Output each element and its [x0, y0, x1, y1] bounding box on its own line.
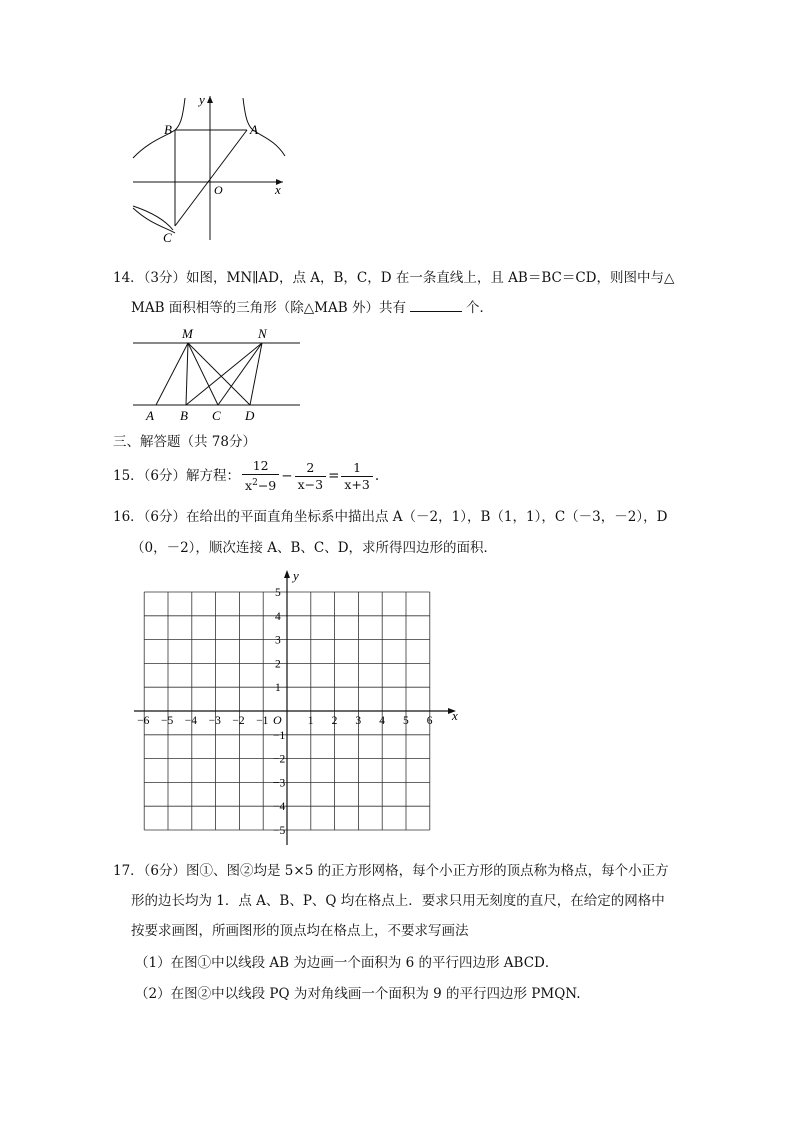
q14-figure — [128, 325, 308, 425]
q14-label-n: N — [258, 326, 267, 341]
q15-op-1: − — [281, 468, 293, 484]
q15-end: . — [374, 468, 380, 484]
x-tick-label: 5 — [403, 715, 409, 727]
x-tick-label: 2 — [331, 715, 338, 727]
q15-frac1-den — [242, 475, 279, 494]
q15-equation — [113, 458, 379, 495]
q17-sub-2: （2）在图②中以线段 PQ 为对角线画一个面积为 9 的平行四边形 PMQN. — [135, 986, 581, 1002]
q14-line-2-text: MAB 面积相等的三角形（除△MAB 外）共有 — [131, 300, 406, 316]
y-tick-label: −3 — [273, 777, 286, 790]
x-tick-label: −5 — [161, 715, 174, 727]
x-tick-label: 3 — [355, 715, 362, 727]
q14-label-c: C — [212, 408, 221, 423]
q16-line-2: （0，－2），顺次连接 A、B、C、D，求所得四边形的面积． — [131, 540, 498, 556]
section-3-heading: 三、解答题（共 78分） — [113, 434, 256, 450]
q15-frac1-den-base: x — [245, 478, 253, 494]
q13-label-y: y — [199, 92, 205, 107]
q14-line-2-end: 个． — [465, 300, 493, 316]
y-tick-label: −5 — [273, 825, 286, 837]
x-tick-label: 6 — [426, 715, 433, 727]
y-tick-label: 3 — [275, 634, 281, 647]
y-tick-label: 4 — [275, 610, 281, 623]
q15-fraction-3 — [341, 460, 372, 493]
q13-label-c: C — [163, 230, 172, 245]
q16-line-1: 16．（6分）在给出的平面直角坐标系中描出点 A（－2，1），B（1，1），C（－3，－2），D — [113, 509, 668, 525]
y-tick-label: −1 — [273, 729, 286, 742]
q14-label-m: M — [182, 326, 193, 341]
x-tick-label: 4 — [379, 715, 385, 727]
y-tick-label: 5 — [275, 587, 281, 599]
q15-op-2: = — [328, 468, 340, 484]
q14-label-b: B — [180, 408, 188, 423]
y-tick-label: −4 — [273, 801, 286, 814]
q15-frac3-den: x+3 — [344, 477, 370, 492]
q16-x-label: x — [452, 708, 458, 723]
x-tick-label: −2 — [232, 715, 245, 727]
q14-answer-blank[interactable] — [410, 299, 462, 312]
q17-line-2: 形的边长均为 1．点 A、B、P、Q 均在格点上．要求只用无刻度的直尺，在给定的网格中 — [131, 893, 665, 909]
q13-figure — [125, 90, 295, 245]
q17-line-3: 按要求画图，所画图形的顶点均在格点上，不要求写画法 — [131, 923, 469, 939]
q13-label-o: O — [214, 183, 223, 197]
q15-frac3-num: 1 — [341, 460, 372, 477]
q16-y-label: y — [293, 568, 299, 583]
y-tick-label: −2 — [273, 753, 286, 766]
q16-origin-label: O — [273, 713, 282, 727]
q15-fraction-1 — [242, 458, 279, 494]
q14-label-d: D — [245, 408, 255, 423]
q16-coordinate-grid — [128, 566, 468, 848]
y-tick-label: 2 — [275, 658, 281, 671]
q15-frac1-den-sup: 2 — [252, 478, 258, 489]
q14-line-2 — [131, 298, 493, 318]
q17-sub-1: （1）在图①中以线段 AB 为边画一个面积为 6 的平行四边形 ABCD． — [135, 955, 559, 971]
q13-label-x: x — [275, 182, 281, 197]
x-tick-label: −4 — [184, 715, 198, 727]
x-tick-label: −1 — [256, 715, 269, 727]
y-tick-label: 1 — [275, 682, 281, 695]
q15-frac2-den: x−3 — [297, 477, 324, 492]
q14-label-a: A — [146, 408, 154, 423]
q13-label-a: A — [250, 122, 258, 137]
q15-fraction-2 — [295, 460, 326, 493]
x-tick-label: 1 — [307, 715, 314, 727]
q17-line-1: 17．（6分）图①、图②均是 5×5 的正方形网格，每个小正方形的顶点称为格点，每个小正方 — [113, 863, 669, 879]
q15-frac2-num: 2 — [295, 460, 326, 477]
x-tick-label: −3 — [208, 715, 221, 727]
q15-prefix: 15．（6分）解方程： — [113, 468, 241, 484]
q13-label-b: B — [164, 122, 172, 137]
q15-frac1-den-rest: −9 — [257, 478, 277, 494]
q15-frac1-num: 12 — [242, 458, 279, 475]
x-tick-label: −6 — [137, 715, 150, 727]
q14-line-1: 14．（3分）如图，MN∥AD，点 A，B，C，D 在一条直线上，且 AB＝BC＝CD，则图中与△ — [113, 270, 675, 286]
